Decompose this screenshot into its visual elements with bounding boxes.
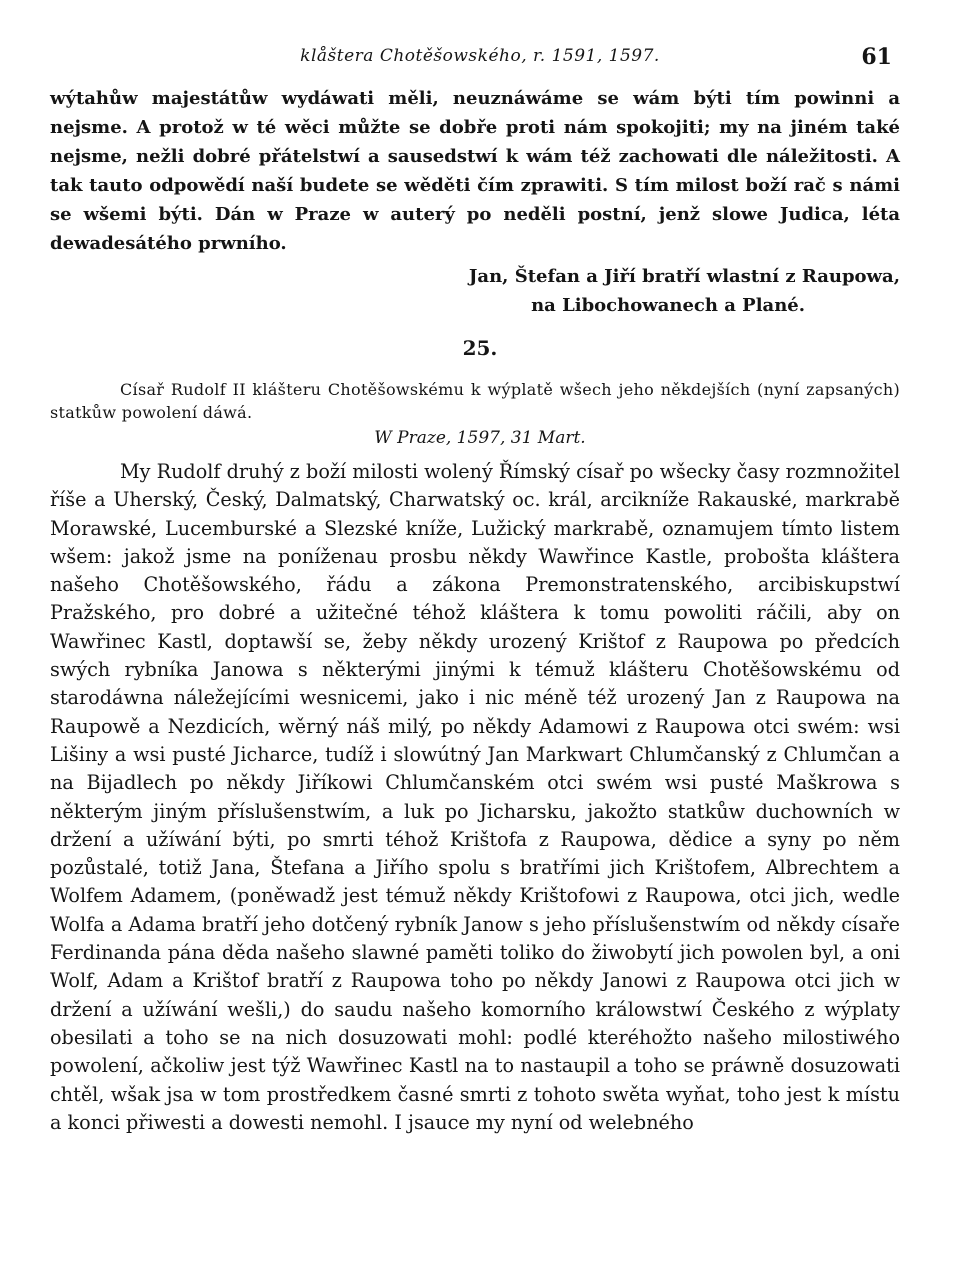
signature-line: Jan, Štefan a Jiří bratří wlastní z Raupowa,: [468, 266, 900, 287]
continuation-paragraph: wýtahůw majestátůw wydáwati měli, neuznáwáme se wám býti tím powinni a nejsme. A protož w té wěci můžte se dobře proti nám spokojiti; my na jiném také nejsme, nežli dobré přátelstwí a sausedstwí k wám též zachowati dle náležitosti. A tak tauto odpowědí naší budete se wěděti čím zprawiti. S tím milost boží rač s námi se wšemi býti. Dán w Praze w auterý po neděli postní, jenž slowe Judica, léta dewadesátého prwního.: [50, 88, 900, 254]
document-regest: Císař Rudolf II klášteru Chotěšowskému k wýplatě wšech jeho někdejších (nyní zapsaných) statkůw powolení dáwá.: [50, 380, 900, 422]
page-header: [0, 40, 960, 80]
signature-block: [300, 262, 900, 320]
signature-line: na Libochowanech a Plané.: [531, 295, 805, 316]
document-dateline: W Praze, 1597, 31 Mart.: [374, 428, 586, 448]
page-number: 61: [861, 44, 892, 70]
document-text: My Rudolf druhý z boží milosti wolený Římský císař po wšecky časy rozmnožitel říše a Uherský, Český, Dalmatský, Charwatský oc. král, arcikníže Rakauské, markrabě Morawské, Lucemburské a Slezské kníže, Lužický markrabě, oznamujem tímto listem wšem: jakož jsme na poníženau prosbu někdy Wawřince Kastle, probošta kláštera našeho Chotěšowského, řádu a zákona Premonstratenského, arcibiskupstwí Pražského, pro dobré a užitečné téhož kláštera k tomu powoliti ráčili, aby on Wawřinec Kastl, doptawší se, žeby někdy urozený Krištof z Raupowa po předcích swých rybníka Janowa s některými jinými k témuž klášteru Chotěšowskému od starodáwna náležejícími wesnicemi, jako i nic méně též urozený Jan z Raupowa na Raupowě a Nezdicích, wěrný náš milý, po někdy Adamowi z Raupowa otci swém: wsi Lišiny a wsi pusté Jicharce, tudíž i slowútný Jan Markwart Chlumčanský z Chlumčan a na Bijadlech po někdy Jiříkowi Chlumčanském otci swém wsi pusté Maškrowa s některým jiným příslušenstwím, a luk po Jicharsku, jakožto statkůw duchowních w držení a užíwání býti, po smrti téhož Krištofa z Raupowa, dědice a syny po něm pozůstalé, totiž Jana, Štefana a Jiřího spolu s bratřími jich Krištofem, Albrechtem a Wolfem Adamem, (poněwadž jest témuž někdy Krištofowi z Raupowa, otci jich, wedle Wolfa a Adama bratří jeho dotčený rybník Janow s jeho příslušenstwím od někdy císaře Ferdinanda pána děda našeho slawné paměti toliko do žiwobytí jich powolen byl, a oni Wolf, Adam a Krištof bratří z Raupowa toho po někdy Janowi z Raupowa otci jich w držení a užíwání wešli,) do saudu našeho komorního králowstwí Českého z wýplaty obesilati a toho se na nich dosuzowati mohl: podlé kteréhožto našeho milostiwého powolení, ačkoliw jest týž Wawřinec Kastl na to nastaupil a toho se práwně dosuzowati chtěl, wšak jsa w tom prostředkem časné smrti z tohoto swěta wyňat, toho jest k místu a konci přiwesti a dowesti nemohl. I jsauce my nyní od welebného: [50, 460, 900, 1134]
document-number: 25.: [462, 336, 498, 360]
running-head: klåštera Chotěšowského, r. 1591, 1597.: [300, 46, 660, 66]
